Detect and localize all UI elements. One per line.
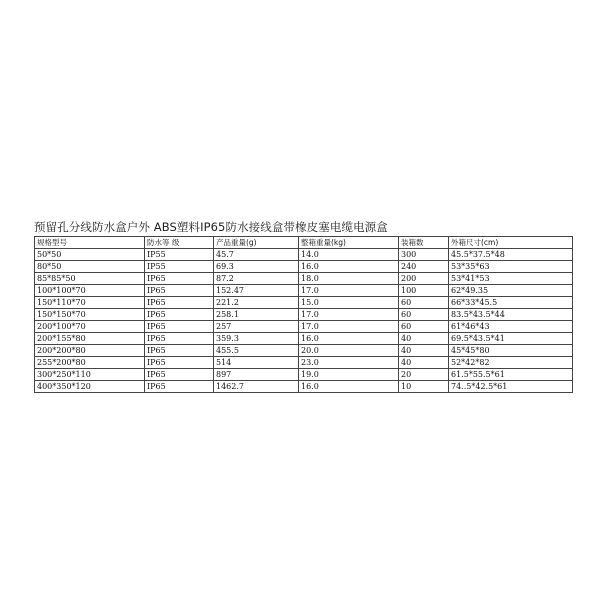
header-pack-qty: 装箱数 — [399, 237, 449, 249]
cell-carton-weight: 16.0 — [299, 333, 399, 345]
table-row — [35, 369, 573, 381]
spec-table — [34, 236, 573, 393]
cell-ip-rating: IP55 — [145, 249, 214, 261]
cell-carton-weight: 23.0 — [299, 357, 399, 369]
cell-model: 255*200*80 — [35, 357, 145, 369]
table-row — [35, 381, 573, 393]
cell-product-weight: 45.7 — [214, 249, 299, 261]
cell-carton-size: 61*46*43 — [449, 321, 573, 333]
cell-carton-size: 69.5*43.5*41 — [449, 333, 573, 345]
cell-carton-weight: 19.0 — [299, 369, 399, 381]
cell-product-weight: 258.1 — [214, 309, 299, 321]
cell-carton-size: 74..5*42.5*61 — [449, 381, 573, 393]
header-carton-weight: 整箱重量(kg) — [299, 237, 399, 249]
cell-carton-weight: 15.0 — [299, 297, 399, 309]
cell-ip-rating: IP65 — [145, 309, 214, 321]
cell-carton-weight: 17.0 — [299, 285, 399, 297]
cell-ip-rating: IP65 — [145, 345, 214, 357]
cell-ip-rating: IP55 — [145, 261, 214, 273]
cell-ip-rating: IP65 — [145, 357, 214, 369]
cell-ip-rating: IP65 — [145, 273, 214, 285]
cell-ip-rating: IP65 — [145, 333, 214, 345]
table-row — [35, 273, 573, 285]
cell-pack-qty: 10 — [399, 381, 449, 393]
cell-model: 150*150*70 — [35, 309, 145, 321]
header-ip-rating: 防水等 级 — [145, 237, 214, 249]
cell-product-weight: 359.3 — [214, 333, 299, 345]
cell-product-weight: 69.3 — [214, 261, 299, 273]
cell-pack-qty: 40 — [399, 345, 449, 357]
table-row — [35, 285, 573, 297]
cell-model: 400*350*120 — [35, 381, 145, 393]
cell-ip-rating: IP65 — [145, 321, 214, 333]
cell-carton-size: 45*45*80 — [449, 345, 573, 357]
cell-pack-qty: 100 — [399, 285, 449, 297]
table-header-row — [35, 237, 573, 249]
cell-carton-size: 53*41*53 — [449, 273, 573, 285]
cell-model: 200*200*80 — [35, 345, 145, 357]
cell-carton-size: 66*33*45.5 — [449, 297, 573, 309]
cell-model: 150*110*70 — [35, 297, 145, 309]
cell-model: 300*250*110 — [35, 369, 145, 381]
table-row — [35, 333, 573, 345]
cell-product-weight: 221.2 — [214, 297, 299, 309]
spec-sheet — [34, 220, 572, 393]
table-row — [35, 309, 573, 321]
table-row — [35, 249, 573, 261]
cell-carton-size: 61.5*55.5*61 — [449, 369, 573, 381]
cell-product-weight: 455.5 — [214, 345, 299, 357]
cell-model: 200*100*70 — [35, 321, 145, 333]
cell-pack-qty: 40 — [399, 333, 449, 345]
cell-pack-qty: 40 — [399, 357, 449, 369]
table-row — [35, 261, 573, 273]
cell-ip-rating: IP65 — [145, 369, 214, 381]
table-row — [35, 357, 573, 369]
table-body — [35, 249, 573, 393]
cell-carton-weight: 20.0 — [299, 345, 399, 357]
cell-pack-qty: 60 — [399, 297, 449, 309]
cell-carton-weight: 16.0 — [299, 381, 399, 393]
cell-pack-qty: 200 — [399, 273, 449, 285]
cell-product-weight: 257 — [214, 321, 299, 333]
cell-pack-qty: 300 — [399, 249, 449, 261]
cell-carton-size: 62*49.35 — [449, 285, 573, 297]
cell-carton-weight: 17.0 — [299, 309, 399, 321]
cell-model: 80*50 — [35, 261, 145, 273]
cell-ip-rating: IP65 — [145, 381, 214, 393]
cell-carton-size: 45.5*37.5*48 — [449, 249, 573, 261]
cell-product-weight: 514 — [214, 357, 299, 369]
cell-pack-qty: 240 — [399, 261, 449, 273]
cell-pack-qty: 60 — [399, 321, 449, 333]
table-row — [35, 321, 573, 333]
cell-product-weight: 1462.7 — [214, 381, 299, 393]
header-carton-size: 外箱尺寸(cm) — [449, 237, 573, 249]
cell-model: 50*50 — [35, 249, 145, 261]
header-model: 规格型号 — [35, 237, 145, 249]
cell-product-weight: 87.2 — [214, 273, 299, 285]
cell-carton-weight: 18.0 — [299, 273, 399, 285]
cell-model: 200*155*80 — [35, 333, 145, 345]
table-row — [35, 297, 573, 309]
cell-carton-weight: 17.0 — [299, 321, 399, 333]
cell-carton-size: 53*35*63 — [449, 261, 573, 273]
cell-carton-size: 83.5*43.5*44 — [449, 309, 573, 321]
cell-model: 85*85*50 — [35, 273, 145, 285]
cell-carton-size: 52*42*82 — [449, 357, 573, 369]
cell-ip-rating: IP65 — [145, 297, 214, 309]
cell-carton-weight: 16.0 — [299, 261, 399, 273]
page-title: 预留孔分线防水盒户外 ABS塑料IP65防水接线盒带橡皮塞电缆电源盒 — [34, 220, 388, 234]
cell-pack-qty: 20 — [399, 369, 449, 381]
cell-model: 100*100*70 — [35, 285, 145, 297]
cell-product-weight: 152.47 — [214, 285, 299, 297]
cell-product-weight: 897 — [214, 369, 299, 381]
cell-pack-qty: 60 — [399, 309, 449, 321]
cell-carton-weight: 14.0 — [299, 249, 399, 261]
header-product-weight: 产品重量(g) — [214, 237, 299, 249]
table-row — [35, 345, 573, 357]
cell-ip-rating: IP65 — [145, 285, 214, 297]
